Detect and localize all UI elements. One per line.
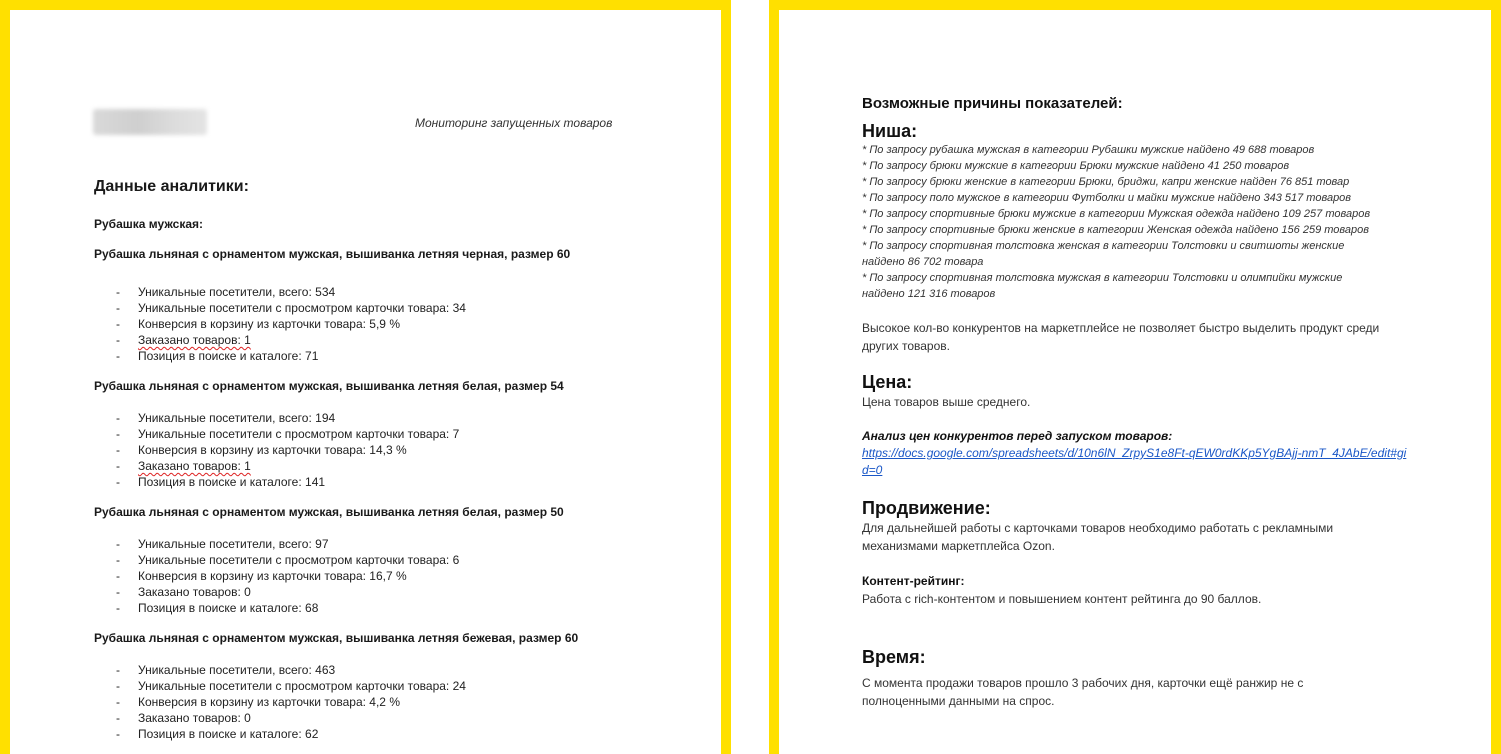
niche-item: * По запросу рубашка мужская в категории Рубашки мужские найдено 49 688 товаров bbox=[862, 144, 1315, 156]
analytics-heading: Данные аналитики: bbox=[94, 178, 249, 195]
dash-bullet: - bbox=[116, 695, 120, 709]
metric-item: - Позиция в поиске и каталоге: 68 bbox=[116, 601, 319, 615]
niche-item: * По запросу поло мужское в категории Футболки и майки мужские найдено 343 517 товаров bbox=[862, 192, 1352, 204]
metrics-list bbox=[94, 662, 654, 742]
metrics-list bbox=[94, 284, 654, 364]
dash-bullet: - bbox=[116, 663, 120, 677]
metric-item: - Конверсия в корзину из карточки товара: 4,2 % bbox=[116, 695, 400, 709]
time-heading: Время: bbox=[862, 647, 926, 667]
metric-item: - Заказано товаров: 1 bbox=[116, 459, 251, 473]
niche-list bbox=[862, 142, 1422, 302]
content-rating-text: Работа с rich-контентом и повышением контент рейтинга до 90 баллов. bbox=[862, 592, 1262, 606]
niche-item: * По запросу брюки мужские в категории Брюки мужские найдено 41 250 товаров bbox=[862, 160, 1290, 172]
metric-item: - Заказано товаров: 1 bbox=[116, 333, 251, 347]
metrics-list bbox=[94, 536, 654, 616]
time-text: С момента продажи товаров прошло 3 рабочих дня, карточки ещё ранжир не с полноценными данными на спрос. bbox=[862, 676, 1304, 708]
product-title: Рубашка льняная с орнаментом мужская, вышиванка летняя белая, размер 54 bbox=[94, 379, 564, 393]
metrics-list bbox=[94, 410, 654, 490]
metric-item: - Заказано товаров: 0 bbox=[116, 585, 251, 599]
metric-item: - Уникальные посетители, всего: 463 bbox=[116, 663, 336, 677]
niche-item: * По запросу спортивные брюки женские в категории Женская одежда найдено 156 259 товаров bbox=[862, 224, 1370, 236]
niche-item: * По запросу спортивная толстовка женская в категории Толстовки и свитшоты женские найдено 86 702 товара bbox=[862, 240, 1345, 268]
document-header: Мониторинг запущенных товаров bbox=[415, 116, 613, 130]
dash-bullet: - bbox=[116, 285, 120, 299]
dash-bullet: - bbox=[116, 727, 120, 741]
product-title: Рубашка льняная с орнаментом мужская, вышиванка летняя черная, размер 60 bbox=[94, 247, 571, 261]
metric-item: - Уникальные посетители, всего: 194 bbox=[116, 411, 336, 425]
price-analysis-link[interactable]: https://docs.google.com/spreadsheets/d/10n6lN_ZrpyS1e8Ft-qEW0rdKKp5YgBAjj-nmT_4JAbE/edit#gid=0 bbox=[862, 446, 1407, 477]
product-title: Рубашка льняная с орнаментом мужская, вышиванка летняя бежевая, размер 60 bbox=[94, 631, 579, 645]
metric-item: - Позиция в поиске и каталоге: 141 bbox=[116, 475, 326, 489]
niche-summary: Высокое кол-во конкурентов на маркетплейсе не позволяет быстро выделить продукт среди других товаров. bbox=[862, 321, 1380, 353]
analytics-page bbox=[0, 0, 731, 754]
dash-bullet: - bbox=[116, 475, 120, 489]
dash-bullet: - bbox=[116, 349, 120, 363]
dash-bullet: - bbox=[116, 601, 120, 615]
niche-heading: Ниша: bbox=[862, 121, 918, 141]
dash-bullet: - bbox=[116, 427, 120, 441]
dash-bullet: - bbox=[116, 443, 120, 457]
dash-bullet: - bbox=[116, 301, 120, 315]
promotion-heading: Продвижение: bbox=[862, 498, 991, 518]
dash-bullet: - bbox=[116, 317, 120, 331]
metric-item: - Уникальные посетители, всего: 534 bbox=[116, 285, 336, 299]
dash-bullet: - bbox=[116, 411, 120, 425]
blurred-logo bbox=[93, 109, 207, 135]
metric-item: - Уникальные посетители с просмотром карточки товара: 24 bbox=[116, 679, 466, 693]
metric-item: - Конверсия в корзину из карточки товара: 5,9 % bbox=[116, 317, 400, 331]
dash-bullet: - bbox=[116, 459, 120, 473]
product-title: Рубашка льняная с орнаментом мужская, вышиванка летняя белая, размер 50 bbox=[94, 505, 564, 519]
dash-bullet: - bbox=[116, 333, 120, 347]
reasons-title: Возможные причины показателей: bbox=[862, 95, 1123, 112]
dash-bullet: - bbox=[116, 585, 120, 599]
metric-item: - Конверсия в корзину из карточки товара: 16,7 % bbox=[116, 569, 407, 583]
reasons-content bbox=[862, 86, 1422, 710]
metric-item: - Заказано товаров: 0 bbox=[116, 711, 251, 725]
promotion-text: Для дальнейшей работы с карточками товаров необходимо работать с рекламными механизмами маркетплейса Ozon. bbox=[862, 521, 1334, 553]
price-analysis-label: Анализ цен конкурентов перед запуском товаров: bbox=[862, 429, 1173, 443]
metric-item: - Уникальные посетители с просмотром карточки товара: 6 bbox=[116, 553, 460, 567]
metric-item: - Позиция в поиске и каталоге: 62 bbox=[116, 727, 319, 741]
price-heading: Цена: bbox=[862, 372, 913, 392]
dash-bullet: - bbox=[116, 679, 120, 693]
reasons-page bbox=[769, 0, 1501, 754]
metric-item: - Уникальные посетители с просмотром карточки товара: 7 bbox=[116, 427, 460, 441]
metric-item: - Уникальные посетители, всего: 97 bbox=[116, 537, 329, 551]
price-text: Цена товаров выше среднего. bbox=[862, 395, 1031, 409]
dash-bullet: - bbox=[116, 537, 120, 551]
category-title: Рубашка мужская: bbox=[94, 217, 204, 231]
niche-item: * По запросу спортивная толстовка мужская в категории Толстовки и олимпийки мужские найдено 121 316 товаров bbox=[862, 272, 1343, 300]
metric-item: - Позиция в поиске и каталоге: 71 bbox=[116, 349, 319, 363]
dash-bullet: - bbox=[116, 569, 120, 583]
metric-item: - Уникальные посетители с просмотром карточки товара: 34 bbox=[116, 301, 466, 315]
dash-bullet: - bbox=[116, 711, 120, 725]
niche-item: * По запросу спортивные брюки мужские в категории Мужская одежда найдено 109 257 товаров bbox=[862, 208, 1371, 220]
niche-item: * По запросу брюки женские в категории Брюки, бриджи, капри женские найден 76 851 товар bbox=[862, 176, 1350, 188]
content-rating-label: Контент-рейтинг: bbox=[862, 574, 965, 588]
analytics-content bbox=[94, 176, 654, 742]
metric-item: - Конверсия в корзину из карточки товара: 14,3 % bbox=[116, 443, 407, 457]
dash-bullet: - bbox=[116, 553, 120, 567]
